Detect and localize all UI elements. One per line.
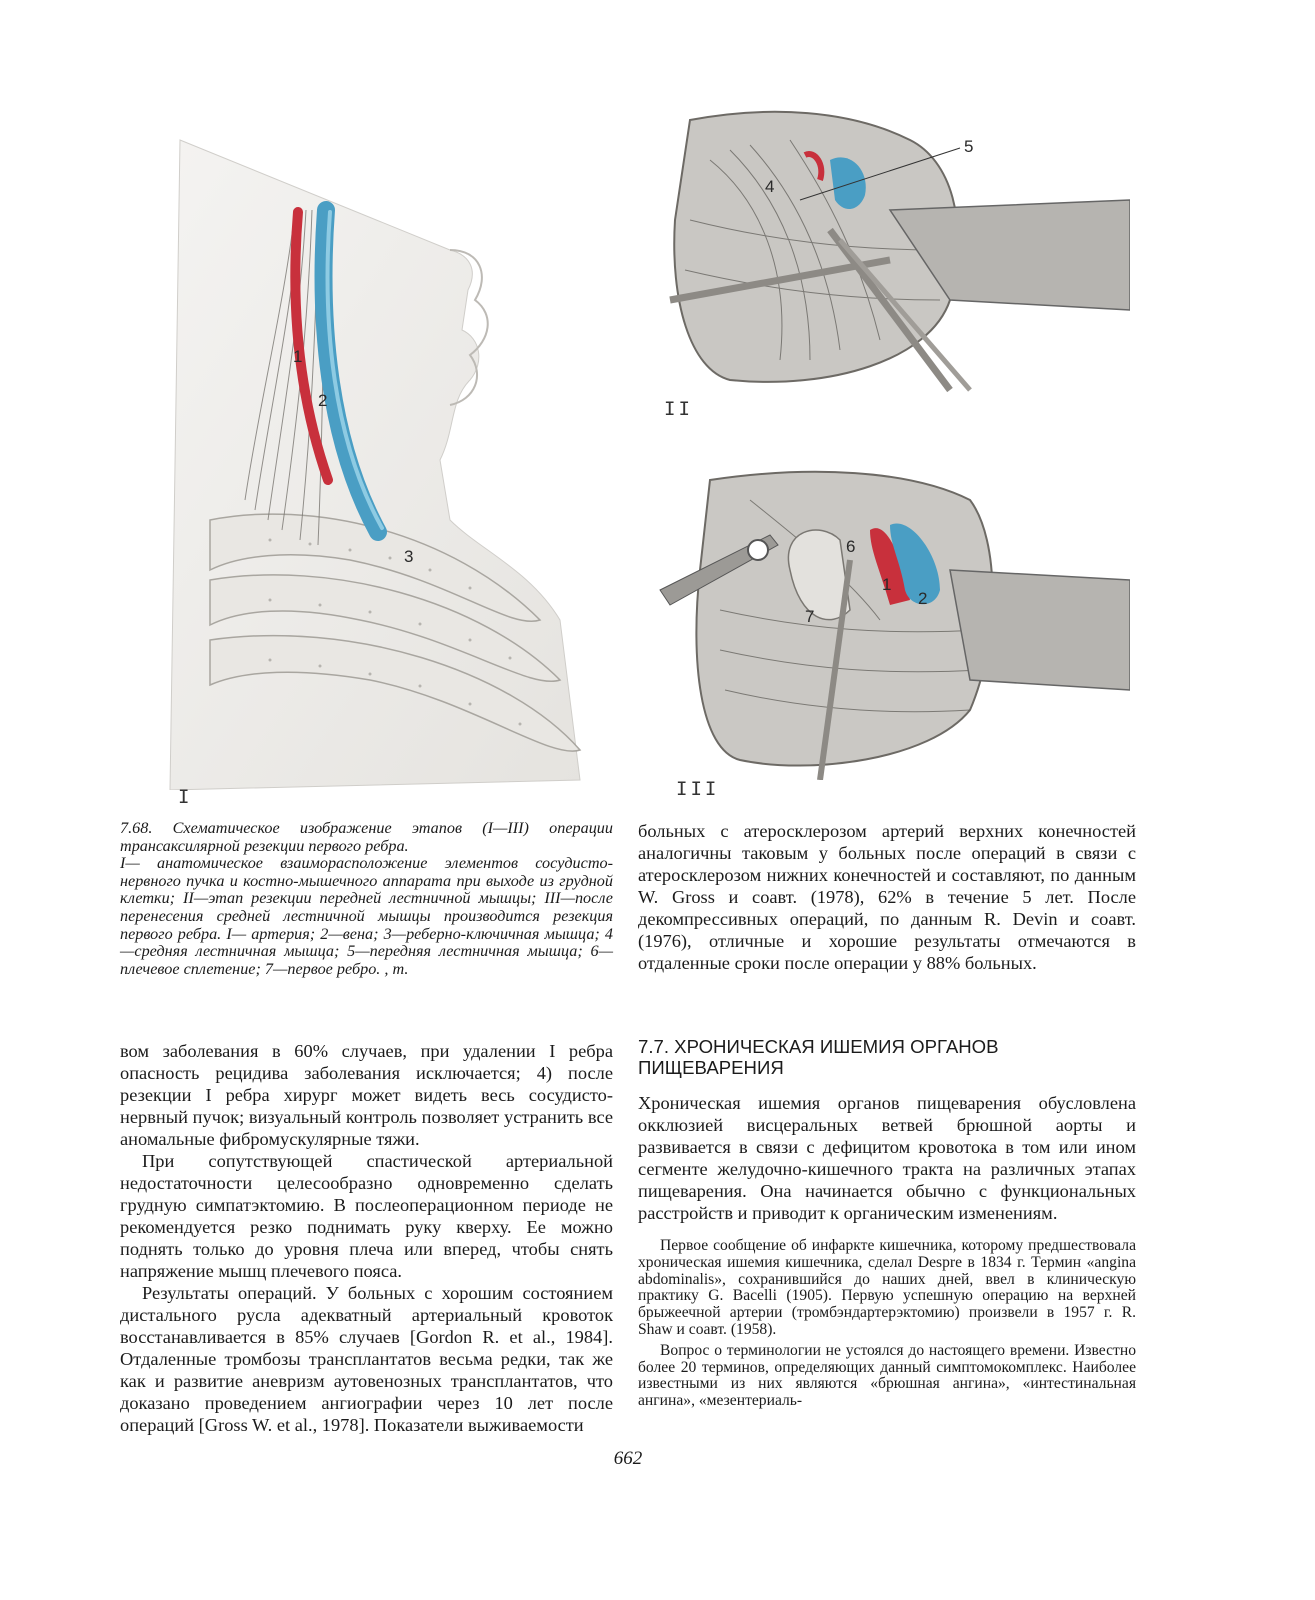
right-column — [638, 1036, 1136, 1410]
section-heading-line-2: ПИЩЕВАРЕНИЯ — [638, 1057, 784, 1078]
right-paragraph-1: Хроническая ишемия органов пищеварения обусловлена окклюзией висцеральных ветвей брюшной аорты и развивается в связи с дефицитом кровотока в том или ином сегменте желудочно-кишечного тракта на различных этапах пищеварения. Она начинается обычно с функциональных расстройств и приводит к органическим изменениям. — [638, 1093, 1136, 1223]
fig3-label-1: 1 — [882, 575, 892, 594]
page-number: 662 — [613, 1448, 643, 1469]
figure-1-roman: I — [178, 786, 193, 808]
figure-caption — [120, 820, 613, 978]
fig3-label-7: 7 — [805, 607, 815, 626]
fig3-label-6: 6 — [846, 537, 856, 556]
section-heading — [638, 1036, 1136, 1078]
figure-2 — [650, 100, 1130, 400]
figure-1 — [150, 100, 620, 790]
left-paragraph-1: вом заболевания в 60% случаев, при удалении I ребра опасность рецидива заболевания исключается; 4) после резекции I ребра хирург может видеть весь сосудисто-нервный пучок; визуальный контроль позволяет устранить все аномальные фибромускулярные тяжи. — [120, 1041, 613, 1149]
fig1-label-1: 1 — [293, 347, 303, 366]
small-paragraph-2: Вопрос о терминологии не устоялся до настоящего времени. Известно более 20 терминов, определяющих данный симптомокомплекс. Наиболее известными из них являются «брюшная ангина», «интестинальная ангина», «мезентериаль- — [638, 1341, 1136, 1410]
small-paragraph-1: Первое сообщение об инфаркте кишечника, которому предшествовала хроническая ишемия кишечника, сделал Despre в 1834 г. Термин «angina abdominalis», сохранившийся до наших дней, ввел в клиническую практику G. Bacelli (1905). Первую успешную операцию на верхней брыжеечной артерии (тромбэндартерэктомию) произвели в 1957 г. R. Shaw и соавт. (1958). — [638, 1237, 1136, 1338]
fig3-label-2: 2 — [918, 589, 928, 608]
neck-silhouette — [170, 140, 580, 790]
left-paragraph-2: При сопутствующей спастической артериальной недостаточности целесообразно одновременно сделать грудную симпатэктомию. В послеоперационном периоде не рекомендуется резко поднимать руку кверху. Ее можно поднять только до уровня плеча или вперед, чтобы снять напряжение мышц плечевого пояса. — [120, 1151, 613, 1281]
figure-2-roman: II — [664, 398, 693, 420]
fig2-label-4: 4 — [765, 177, 775, 196]
fig3-retractor — [950, 570, 1130, 690]
caption-body: I— анатомическое взаиморасположение элементов сосудисто-нервного пучка и костно-мышечного аппарата при выходе из грудной клетки; II—этап резекции передней лестничной мышцы; III—после перенесения средней лестничной мышцы производится резекция первого ребра. I— артерия; 2—вена; 3—реберно-ключичная мышца; 4—средняя лестничная мышца; 5—передняя лестничная мышца; 6—плечевое сплетение; 7—первое ребро. , т. — [120, 854, 613, 978]
left-paragraph-3: Результаты операций. У больных с хорошим состоянием дистального русла адекватный артериальный кровоток восстанавливается в 85% случаев [Gordon R. et al., 1984]. Отдаленные тромбозы трансплантатов весьма редки, так же как и развитие аневризм аутовенозных трансплантатов, что доказано проведением ангиографии через 10 лет после операций [Gross W. et al., 1978]. Показатели выживаемости — [120, 1283, 613, 1435]
figure-3-roman: III — [676, 778, 720, 800]
section-heading-line-1: 7.7. ХРОНИЧЕСКАЯ ИШЕМИЯ ОРГАНОВ — [638, 1036, 999, 1057]
fig1-label-3: 3 — [404, 547, 414, 566]
left-column — [120, 1040, 613, 1436]
fig2-label-5: 5 — [964, 137, 974, 156]
figure-3 — [650, 460, 1130, 780]
caption-title: 7.68. Схематическое изображение этапов (I—III) операции трансаксилярной резекции первого ребра. — [120, 819, 613, 855]
right-top-paragraph: больных с атеросклерозом артерий верхних конечностей аналогичны таковым у больных после операций в связи с атеросклерозом нижних конечностей и составляют, по данным W. Gross и соавт. (1978), 62% в течение 5 лет. После декомпрессивных операций, по данным R. Devin и соавт. (1976), отличные и хорошие результаты отмечаются в отдаленные сроки после операции у 88% больных. — [638, 821, 1136, 973]
fig1-label-2: 2 — [318, 391, 328, 410]
